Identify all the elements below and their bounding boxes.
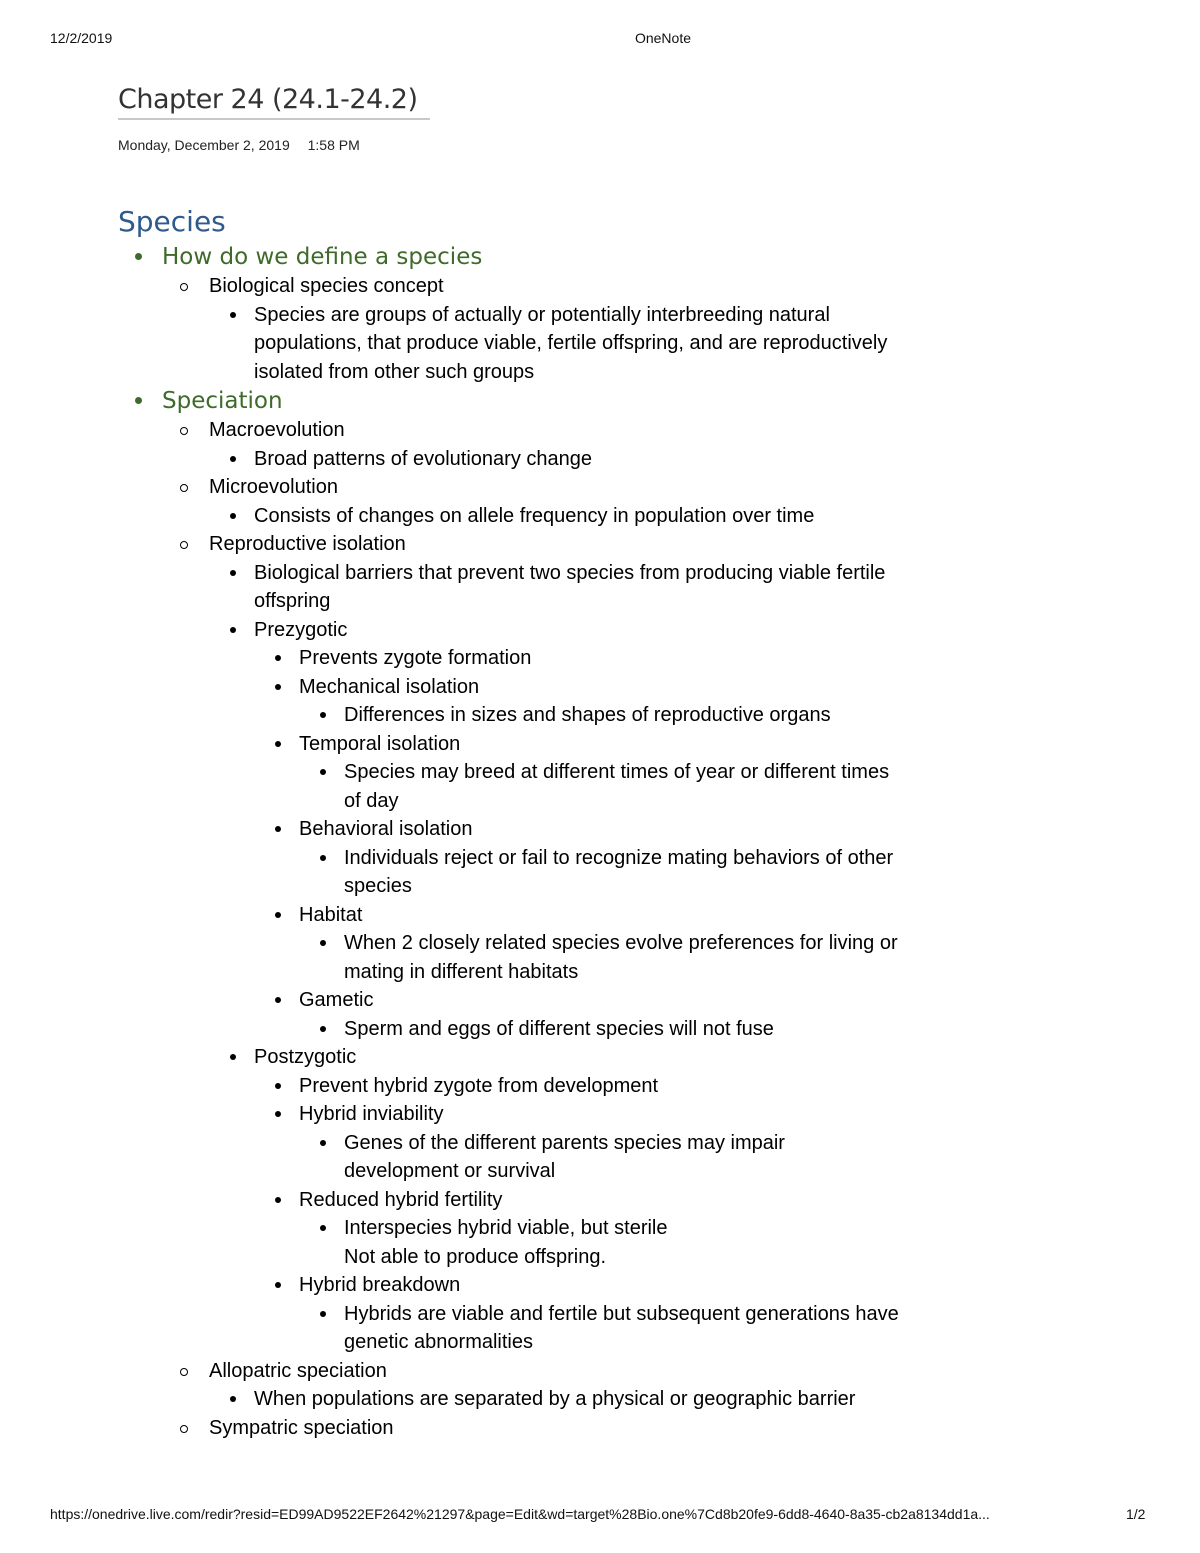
outline-row[interactable] [344,1243,918,1272]
outline-row[interactable] [254,301,918,387]
page-time: 1:58 PM [307,137,360,153]
outline-item-level-5 [299,1015,918,1044]
outline-row[interactable] [344,929,918,986]
outline-sublist [162,272,918,386]
outline-item-level-3 [209,1043,918,1357]
outline-item-level-3 [209,1385,918,1414]
outline-row[interactable] [344,1300,918,1357]
outline-row[interactable] [254,616,918,645]
print-page-number: 1/2 [1126,1506,1146,1522]
outline-item-level-4 [254,1072,918,1101]
print-url: https://onedrive.live.com/redir?resid=ED99AD9522EF2642%21297&page=Edit&wd=target%28Bio.one%7Cd8b20fe9-6dd8-4640-8a35-cb2a8134dd1a... [50,1506,990,1522]
outline-item-level-5 [299,701,918,730]
outline-item-text: Microevolution [209,476,338,498]
outline-item-text: Prezygotic [254,618,348,641]
outline-row[interactable] [209,473,918,502]
outline-item-text: Sympatric speciation [209,1416,394,1439]
outline-row[interactable] [209,416,918,445]
outline-sublist [254,1072,918,1357]
outline-item-level-3 [209,445,918,474]
outline-item-text: Prevent hybrid zygote from development [299,1074,659,1097]
outline-item-text: Differences in sizes and shapes of reproductive organs [344,704,831,726]
outline-item-level-4 [254,673,918,730]
outline-sublist [209,559,918,1357]
outline-row[interactable] [299,986,918,1015]
outline-sublist [254,644,918,1043]
outline-sublist [299,1214,918,1271]
outline-item-level-4 [254,1186,918,1272]
outline-item-level-4 [254,815,918,901]
outline-item-level-5 [299,758,918,815]
heading-species[interactable]: Species [118,205,226,238]
outline-row[interactable] [344,1015,918,1044]
outline-list [118,242,918,1442]
outline-item-text: When populations are separated by a physical or geographic barrier [254,1388,856,1410]
outline-item-level-2 [162,416,918,473]
outline-sublist [299,758,918,815]
outline-item-text: Prevents zygote formation [299,647,532,669]
outline-row[interactable] [299,644,918,673]
outline-item-text: Sperm and eggs of different species will not fuse [344,1017,774,1040]
outline-sublist [344,1243,918,1272]
outline-item-text: Genes of the different parents species may impair development or survival [344,1131,785,1182]
outline-item-level-5 [299,1300,918,1357]
outline-item-text: Hybrid inviability [299,1103,444,1125]
outline-sublist [299,844,918,901]
outline-row[interactable] [209,1357,918,1386]
outline-sublist [209,445,918,474]
page-meta [118,137,360,153]
outline-sublist [209,301,918,387]
outline-row[interactable] [162,242,918,272]
outline-item-level-2 [162,272,918,386]
outline-item-level-2 [162,530,918,1357]
outline-item-level-1 [118,386,918,1442]
outline-item-text: Reproductive isolation [209,533,406,555]
outline-item-text: Habitat [299,903,363,926]
outline-item-text: Temporal isolation [299,732,461,755]
outline-row[interactable] [254,502,918,531]
outline-row[interactable] [299,673,918,702]
note-content[interactable] [118,202,918,1442]
outline-row[interactable] [254,1043,918,1072]
outline-row[interactable] [254,559,918,616]
outline-sublist [209,502,918,531]
outline-row[interactable] [344,758,918,815]
outline-item-level-5 [299,1129,918,1186]
outline-item-text: Postzygotic [254,1046,357,1068]
outline-item-level-4 [254,644,918,673]
print-footer [0,1506,1200,1526]
outline-row[interactable] [254,1385,918,1414]
outline-item-text: Species are groups of actually or potentially interbreeding natural populations, that produce viable, fertile offspring, and are reproductively isolated from other such groups [254,303,888,383]
outline-sublist [299,701,918,730]
print-header [0,30,1200,50]
outline-item-text: Hybrids are viable and fertile but subsequent generations have genetic abnormalities [344,1302,899,1353]
outline-heading-text: Speciation [162,388,283,414]
outline-sublist [299,929,918,986]
page-title-container[interactable] [118,84,430,120]
outline-item-level-2 [162,1414,918,1443]
outline-item-level-3 [209,502,918,531]
outline-sublist [299,1015,918,1044]
outline-row[interactable] [299,1271,918,1300]
outline-row[interactable] [299,901,918,930]
outline-item-text: Interspecies hybrid viable, but sterile [344,1217,668,1239]
outline-item-text: Gametic [299,989,374,1011]
outline-sublist [299,1129,918,1186]
outline-item-text: Individuals reject or fail to recognize mating behaviors of other species [344,846,894,897]
outline-row[interactable] [299,1072,918,1101]
outline-row[interactable] [299,815,918,844]
outline-row[interactable] [162,386,918,416]
outline-item-level-3 [209,616,918,1044]
outline-item-text: Mechanical isolation [299,675,480,698]
outline-item-level-6 [344,1243,918,1272]
page-date: Monday, December 2, 2019 [118,137,290,153]
outline-sublist [209,1385,918,1414]
print-date: 12/2/2019 [50,30,113,46]
outline-item-text: When 2 closely related species evolve preferences for living or mating in different habitats [344,932,898,983]
outline-item-text: Species may breed at different times of year or different times of day [344,761,890,812]
outline-item-level-5 [299,844,918,901]
outline-item-text: Behavioral isolation [299,818,473,840]
outline-row[interactable] [254,445,918,474]
outline-row[interactable] [299,730,918,759]
outline-item-text: Allopatric speciation [209,1359,387,1382]
outline-sublist [299,1300,918,1357]
outline-row[interactable] [209,272,918,301]
outline-sublist [162,416,918,1442]
outline-item-text: Consists of changes on allele frequency in population over time [254,504,815,527]
outline-item-level-5 [299,929,918,986]
outline-item-text: Broad patterns of evolutionary change [254,447,592,470]
page-title[interactable]: Chapter 24 (24.1-24.2) [118,84,418,115]
outline-item-level-3 [209,301,918,387]
outline-item-level-4 [254,986,918,1043]
outline-row[interactable] [344,844,918,901]
outline-item-text: Macroevolution [209,419,345,441]
outline-item-level-4 [254,901,918,987]
outline-item-text: Reduced hybrid fertility [299,1188,503,1211]
outline-item-level-1 [118,242,918,386]
outline-item-level-2 [162,473,918,530]
print-app-name: OneNote [634,30,692,46]
outline-row[interactable] [209,1414,918,1443]
outline-item-level-4 [254,1100,918,1186]
outline-heading-text: How do we define a species [162,244,483,270]
outline-row[interactable] [344,701,918,730]
outline-row[interactable] [299,1100,918,1129]
outline-item-level-4 [254,1271,918,1357]
outline-row[interactable] [344,1214,918,1243]
outline-row[interactable] [344,1129,918,1186]
outline-item-level-2 [162,1357,918,1414]
outline-item-text: Not able to produce offspring. [344,1245,607,1268]
outline-item-level-4 [254,730,918,816]
outline-item-text: Biological barriers that prevent two species from producing viable fertile offspring [254,561,886,612]
outline-item-text: Biological species concept [209,275,444,297]
outline-row[interactable] [299,1186,918,1215]
outline-row[interactable] [209,530,918,559]
outline-item-level-3 [209,559,918,616]
outline-item-level-5 [299,1214,918,1271]
outline-item-text: Hybrid breakdown [299,1274,461,1296]
